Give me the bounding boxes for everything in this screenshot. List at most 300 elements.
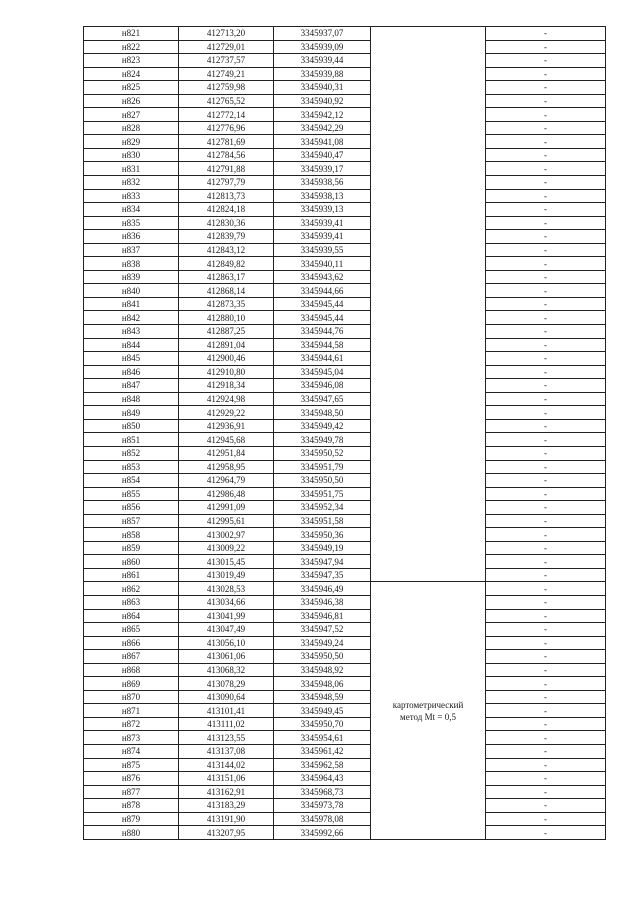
point-name-cell: н838 (84, 257, 179, 271)
point-name-cell: н865 (84, 623, 179, 637)
point-name-cell: н852 (84, 446, 179, 460)
point-name-cell: н849 (84, 406, 179, 420)
x-coordinate-cell: 412891,04 (179, 338, 274, 352)
accuracy-cell: - (486, 582, 606, 596)
table-row (84, 243, 606, 257)
accuracy-cell: - (486, 704, 606, 718)
accuracy-cell: - (486, 257, 606, 271)
table-row (84, 555, 606, 569)
y-coordinate-cell: 3345939,13 (274, 203, 371, 217)
y-coordinate-cell: 3345952,34 (274, 501, 371, 515)
x-coordinate-cell: 413123,55 (179, 731, 274, 745)
x-coordinate-cell: 413028,53 (179, 582, 274, 596)
point-name-cell: н821 (84, 27, 179, 41)
accuracy-cell: - (486, 514, 606, 528)
accuracy-cell: - (486, 595, 606, 609)
accuracy-cell: - (486, 108, 606, 122)
table-row (84, 81, 606, 95)
table-row (84, 717, 606, 731)
accuracy-cell: - (486, 67, 606, 81)
table-row (84, 595, 606, 609)
point-name-cell: н864 (84, 609, 179, 623)
point-name-cell: н847 (84, 379, 179, 393)
point-name-cell: н823 (84, 54, 179, 68)
accuracy-cell: - (486, 81, 606, 95)
x-coordinate-cell: 412839,79 (179, 230, 274, 244)
x-coordinate-cell: 412772,14 (179, 108, 274, 122)
accuracy-cell: - (486, 758, 606, 772)
y-coordinate-cell: 3345950,70 (274, 717, 371, 731)
table-row (84, 325, 606, 339)
table-row (84, 230, 606, 244)
accuracy-cell: - (486, 460, 606, 474)
table-row (84, 392, 606, 406)
x-coordinate-cell: 413015,45 (179, 555, 274, 569)
x-coordinate-cell: 412900,46 (179, 352, 274, 366)
y-coordinate-cell: 3345947,52 (274, 623, 371, 637)
y-coordinate-cell: 3345945,04 (274, 365, 371, 379)
y-coordinate-cell: 3345944,58 (274, 338, 371, 352)
y-coordinate-cell: 3345944,66 (274, 284, 371, 298)
y-coordinate-cell: 3345947,94 (274, 555, 371, 569)
x-coordinate-cell: 412737,57 (179, 54, 274, 68)
accuracy-cell: - (486, 744, 606, 758)
x-coordinate-cell: 412765,52 (179, 94, 274, 108)
y-coordinate-cell: 3345948,06 (274, 677, 371, 691)
accuracy-cell: - (486, 216, 606, 230)
point-name-cell: н845 (84, 352, 179, 366)
x-coordinate-cell: 412781,69 (179, 135, 274, 149)
x-coordinate-cell: 413144,02 (179, 758, 274, 772)
point-name-cell: н825 (84, 81, 179, 95)
y-coordinate-cell: 3345946,49 (274, 582, 371, 596)
y-coordinate-cell: 3345961,42 (274, 744, 371, 758)
accuracy-cell: - (486, 203, 606, 217)
table-row (84, 284, 606, 298)
y-coordinate-cell: 3345992,66 (274, 826, 371, 840)
point-name-cell: н871 (84, 704, 179, 718)
accuracy-cell: - (486, 406, 606, 420)
y-coordinate-cell: 3345942,12 (274, 108, 371, 122)
y-coordinate-cell: 3345950,52 (274, 446, 371, 460)
point-name-cell: н833 (84, 189, 179, 203)
table-row (84, 704, 606, 718)
y-coordinate-cell: 3345937,07 (274, 27, 371, 41)
x-coordinate-cell: 412929,22 (179, 406, 274, 420)
point-name-cell: н835 (84, 216, 179, 230)
x-coordinate-cell: 412951,84 (179, 446, 274, 460)
point-name-cell: н877 (84, 785, 179, 799)
accuracy-cell: - (486, 27, 606, 41)
accuracy-cell: - (486, 419, 606, 433)
x-coordinate-cell: 413111,02 (179, 717, 274, 731)
y-coordinate-cell: 3345941,08 (274, 135, 371, 149)
table-row (84, 812, 606, 826)
table-row (84, 54, 606, 68)
table-row (84, 650, 606, 664)
accuracy-cell: - (486, 392, 606, 406)
accuracy-cell: - (486, 297, 606, 311)
table-row (84, 108, 606, 122)
x-coordinate-cell: 412749,21 (179, 67, 274, 81)
table-row (84, 609, 606, 623)
x-coordinate-cell: 412813,73 (179, 189, 274, 203)
accuracy-cell: - (486, 663, 606, 677)
table-row (84, 203, 606, 217)
accuracy-cell: - (486, 135, 606, 149)
table-row (84, 379, 606, 393)
table-row (84, 623, 606, 637)
x-coordinate-cell: 413002,97 (179, 528, 274, 542)
table-row (84, 352, 606, 366)
point-name-cell: н869 (84, 677, 179, 691)
accuracy-cell: - (486, 270, 606, 284)
table-row (84, 189, 606, 203)
y-coordinate-cell: 3345939,41 (274, 230, 371, 244)
table-row (84, 460, 606, 474)
y-coordinate-cell: 3345939,09 (274, 40, 371, 54)
point-name-cell: н879 (84, 812, 179, 826)
point-name-cell: н880 (84, 826, 179, 840)
accuracy-cell: - (486, 677, 606, 691)
x-coordinate-cell: 412880,10 (179, 311, 274, 325)
x-coordinate-cell: 413078,29 (179, 677, 274, 691)
x-coordinate-cell: 413041,99 (179, 609, 274, 623)
accuracy-cell: - (486, 365, 606, 379)
accuracy-cell: - (486, 541, 606, 555)
coordinates-table (83, 26, 606, 840)
point-name-cell: н827 (84, 108, 179, 122)
table-row (84, 772, 606, 786)
point-name-cell: н875 (84, 758, 179, 772)
y-coordinate-cell: 3345940,47 (274, 148, 371, 162)
x-coordinate-cell: 412887,25 (179, 325, 274, 339)
coordinates-table-body (84, 27, 606, 840)
y-coordinate-cell: 3345939,17 (274, 162, 371, 176)
table-row (84, 176, 606, 190)
x-coordinate-cell: 412964,79 (179, 474, 274, 488)
x-coordinate-cell: 412784,56 (179, 148, 274, 162)
table-row (84, 67, 606, 81)
point-name-cell: н859 (84, 541, 179, 555)
x-coordinate-cell: 413061,06 (179, 650, 274, 664)
x-coordinate-cell: 412849,82 (179, 257, 274, 271)
y-coordinate-cell: 3345947,65 (274, 392, 371, 406)
table-row (84, 297, 606, 311)
table-row (84, 406, 606, 420)
table-row (84, 94, 606, 108)
table-row (84, 514, 606, 528)
accuracy-cell: - (486, 148, 606, 162)
x-coordinate-cell: 412729,01 (179, 40, 274, 54)
method-cell-group-1 (371, 27, 486, 582)
table-row (84, 148, 606, 162)
point-name-cell: н855 (84, 487, 179, 501)
accuracy-cell: - (486, 474, 606, 488)
table-row (84, 541, 606, 555)
x-coordinate-cell: 413090,64 (179, 690, 274, 704)
method-label-line-2: метод Mt = 0,5 (400, 711, 456, 722)
point-name-cell: н851 (84, 433, 179, 447)
point-name-cell: н848 (84, 392, 179, 406)
point-name-cell: н837 (84, 243, 179, 257)
y-coordinate-cell: 3345950,36 (274, 528, 371, 542)
y-coordinate-cell: 3345948,59 (274, 690, 371, 704)
y-coordinate-cell: 3345940,11 (274, 257, 371, 271)
point-name-cell: н839 (84, 270, 179, 284)
accuracy-cell: - (486, 799, 606, 813)
point-name-cell: н861 (84, 568, 179, 582)
y-coordinate-cell: 3345938,13 (274, 189, 371, 203)
x-coordinate-cell: 412986,48 (179, 487, 274, 501)
accuracy-cell: - (486, 785, 606, 799)
x-coordinate-cell: 412873,35 (179, 297, 274, 311)
point-name-cell: н828 (84, 121, 179, 135)
point-name-cell: н860 (84, 555, 179, 569)
accuracy-cell: - (486, 650, 606, 664)
y-coordinate-cell: 3345939,41 (274, 216, 371, 230)
x-coordinate-cell: 412776,96 (179, 121, 274, 135)
accuracy-cell: - (486, 609, 606, 623)
table-row (84, 433, 606, 447)
accuracy-cell: - (486, 487, 606, 501)
table-row (84, 785, 606, 799)
point-name-cell: н862 (84, 582, 179, 596)
x-coordinate-cell: 413137,08 (179, 744, 274, 758)
y-coordinate-cell: 3345944,61 (274, 352, 371, 366)
table-row (84, 121, 606, 135)
table-row (84, 826, 606, 840)
x-coordinate-cell: 413162,91 (179, 785, 274, 799)
y-coordinate-cell: 3345942,29 (274, 121, 371, 135)
point-name-cell: н856 (84, 501, 179, 515)
x-coordinate-cell: 412863,17 (179, 270, 274, 284)
y-coordinate-cell: 3345973,78 (274, 799, 371, 813)
x-coordinate-cell: 413034,66 (179, 595, 274, 609)
table-row (84, 731, 606, 745)
accuracy-cell: - (486, 433, 606, 447)
x-coordinate-cell: 413009,22 (179, 541, 274, 555)
x-coordinate-cell: 412936,91 (179, 419, 274, 433)
accuracy-cell: - (486, 555, 606, 569)
table-row (84, 216, 606, 230)
y-coordinate-cell: 3345946,81 (274, 609, 371, 623)
x-coordinate-cell: 412910,80 (179, 365, 274, 379)
y-coordinate-cell: 3345939,55 (274, 243, 371, 257)
table-row (84, 162, 606, 176)
accuracy-cell: - (486, 731, 606, 745)
accuracy-cell: - (486, 189, 606, 203)
table-row (84, 338, 606, 352)
point-name-cell: н822 (84, 40, 179, 54)
x-coordinate-cell: 412995,61 (179, 514, 274, 528)
x-coordinate-cell: 412824,18 (179, 203, 274, 217)
x-coordinate-cell: 413068,32 (179, 663, 274, 677)
y-coordinate-cell: 3345949,78 (274, 433, 371, 447)
table-row (84, 663, 606, 677)
y-coordinate-cell: 3345964,43 (274, 772, 371, 786)
y-coordinate-cell: 3345945,44 (274, 311, 371, 325)
accuracy-cell: - (486, 54, 606, 68)
point-name-cell: н842 (84, 311, 179, 325)
table-row (84, 311, 606, 325)
table-row (84, 27, 606, 41)
x-coordinate-cell: 412918,34 (179, 379, 274, 393)
point-name-cell: н858 (84, 528, 179, 542)
x-coordinate-cell: 413207,95 (179, 826, 274, 840)
y-coordinate-cell: 3345978,08 (274, 812, 371, 826)
x-coordinate-cell: 412797,79 (179, 176, 274, 190)
point-name-cell: н826 (84, 94, 179, 108)
table-row (84, 582, 606, 596)
point-name-cell: н841 (84, 297, 179, 311)
x-coordinate-cell: 412945,68 (179, 433, 274, 447)
table-row (84, 744, 606, 758)
table-row (84, 501, 606, 515)
table-row (84, 487, 606, 501)
point-name-cell: н840 (84, 284, 179, 298)
accuracy-cell: - (486, 717, 606, 731)
y-coordinate-cell: 3345940,31 (274, 81, 371, 95)
point-name-cell: н834 (84, 203, 179, 217)
table-row (84, 474, 606, 488)
point-name-cell: н876 (84, 772, 179, 786)
x-coordinate-cell: 412958,95 (179, 460, 274, 474)
point-name-cell: н857 (84, 514, 179, 528)
point-name-cell: н870 (84, 690, 179, 704)
y-coordinate-cell: 3345948,92 (274, 663, 371, 677)
accuracy-cell: - (486, 690, 606, 704)
x-coordinate-cell: 413019,49 (179, 568, 274, 582)
table-row (84, 528, 606, 542)
table-row (84, 365, 606, 379)
point-name-cell: н878 (84, 799, 179, 813)
y-coordinate-cell: 3345944,76 (274, 325, 371, 339)
y-coordinate-cell: 3345962,58 (274, 758, 371, 772)
y-coordinate-cell: 3345950,50 (274, 650, 371, 664)
y-coordinate-cell: 3345949,45 (274, 704, 371, 718)
accuracy-cell: - (486, 162, 606, 176)
table-row (84, 758, 606, 772)
table-row (84, 419, 606, 433)
y-coordinate-cell: 3345939,88 (274, 67, 371, 81)
accuracy-cell: - (486, 121, 606, 135)
accuracy-cell: - (486, 623, 606, 637)
accuracy-cell: - (486, 501, 606, 515)
point-name-cell: н824 (84, 67, 179, 81)
accuracy-cell: - (486, 446, 606, 460)
y-coordinate-cell: 3345951,79 (274, 460, 371, 474)
y-coordinate-cell: 3345951,58 (274, 514, 371, 528)
y-coordinate-cell: 3345945,44 (274, 297, 371, 311)
x-coordinate-cell: 413191,90 (179, 812, 274, 826)
x-coordinate-cell: 412791,88 (179, 162, 274, 176)
accuracy-cell: - (486, 311, 606, 325)
x-coordinate-cell: 412868,14 (179, 284, 274, 298)
table-row (84, 135, 606, 149)
point-name-cell: н874 (84, 744, 179, 758)
table-row (84, 799, 606, 813)
table-row (84, 677, 606, 691)
accuracy-cell: - (486, 94, 606, 108)
accuracy-cell: - (486, 325, 606, 339)
point-name-cell: н866 (84, 636, 179, 650)
accuracy-cell: - (486, 772, 606, 786)
point-name-cell: н836 (84, 230, 179, 244)
accuracy-cell: - (486, 284, 606, 298)
y-coordinate-cell: 3345938,56 (274, 176, 371, 190)
table-row (84, 690, 606, 704)
x-coordinate-cell: 413047,49 (179, 623, 274, 637)
point-name-cell: н853 (84, 460, 179, 474)
accuracy-cell: - (486, 636, 606, 650)
method-label-line-1: картометрический (392, 699, 464, 710)
accuracy-cell: - (486, 568, 606, 582)
x-coordinate-cell: 413183,29 (179, 799, 274, 813)
accuracy-cell: - (486, 230, 606, 244)
table-row (84, 257, 606, 271)
accuracy-cell: - (486, 379, 606, 393)
accuracy-cell: - (486, 243, 606, 257)
accuracy-cell: - (486, 352, 606, 366)
point-name-cell: н831 (84, 162, 179, 176)
y-coordinate-cell: 3345950,50 (274, 474, 371, 488)
accuracy-cell: - (486, 40, 606, 54)
point-name-cell: н850 (84, 419, 179, 433)
x-coordinate-cell: 412830,36 (179, 216, 274, 230)
y-coordinate-cell: 3345939,44 (274, 54, 371, 68)
y-coordinate-cell: 3345948,50 (274, 406, 371, 420)
y-coordinate-cell: 3345946,08 (274, 379, 371, 393)
point-name-cell: н867 (84, 650, 179, 664)
point-name-cell: н843 (84, 325, 179, 339)
y-coordinate-cell: 3345968,73 (274, 785, 371, 799)
x-coordinate-cell: 413151,06 (179, 772, 274, 786)
x-coordinate-cell: 413101,41 (179, 704, 274, 718)
table-row (84, 568, 606, 582)
y-coordinate-cell: 3345947,35 (274, 568, 371, 582)
point-name-cell: н829 (84, 135, 179, 149)
y-coordinate-cell: 3345949,24 (274, 636, 371, 650)
y-coordinate-cell: 3345943,62 (274, 270, 371, 284)
accuracy-cell: - (486, 528, 606, 542)
x-coordinate-cell: 412843,12 (179, 243, 274, 257)
x-coordinate-cell: 412713,20 (179, 27, 274, 41)
y-coordinate-cell: 3345949,19 (274, 541, 371, 555)
point-name-cell: н830 (84, 148, 179, 162)
accuracy-cell: - (486, 338, 606, 352)
x-coordinate-cell: 413056,10 (179, 636, 274, 650)
point-name-cell: н854 (84, 474, 179, 488)
accuracy-cell: - (486, 826, 606, 840)
y-coordinate-cell: 3345946,38 (274, 595, 371, 609)
table-row (84, 40, 606, 54)
point-name-cell: н832 (84, 176, 179, 190)
y-coordinate-cell: 3345954,61 (274, 731, 371, 745)
point-name-cell: н868 (84, 663, 179, 677)
point-name-cell: н873 (84, 731, 179, 745)
y-coordinate-cell: 3345951,75 (274, 487, 371, 501)
table-row (84, 636, 606, 650)
table-row (84, 446, 606, 460)
point-name-cell: н846 (84, 365, 179, 379)
point-name-cell: н872 (84, 717, 179, 731)
accuracy-cell: - (486, 812, 606, 826)
x-coordinate-cell: 412991,09 (179, 501, 274, 515)
point-name-cell: н844 (84, 338, 179, 352)
x-coordinate-cell: 412924,98 (179, 392, 274, 406)
accuracy-cell: - (486, 176, 606, 190)
